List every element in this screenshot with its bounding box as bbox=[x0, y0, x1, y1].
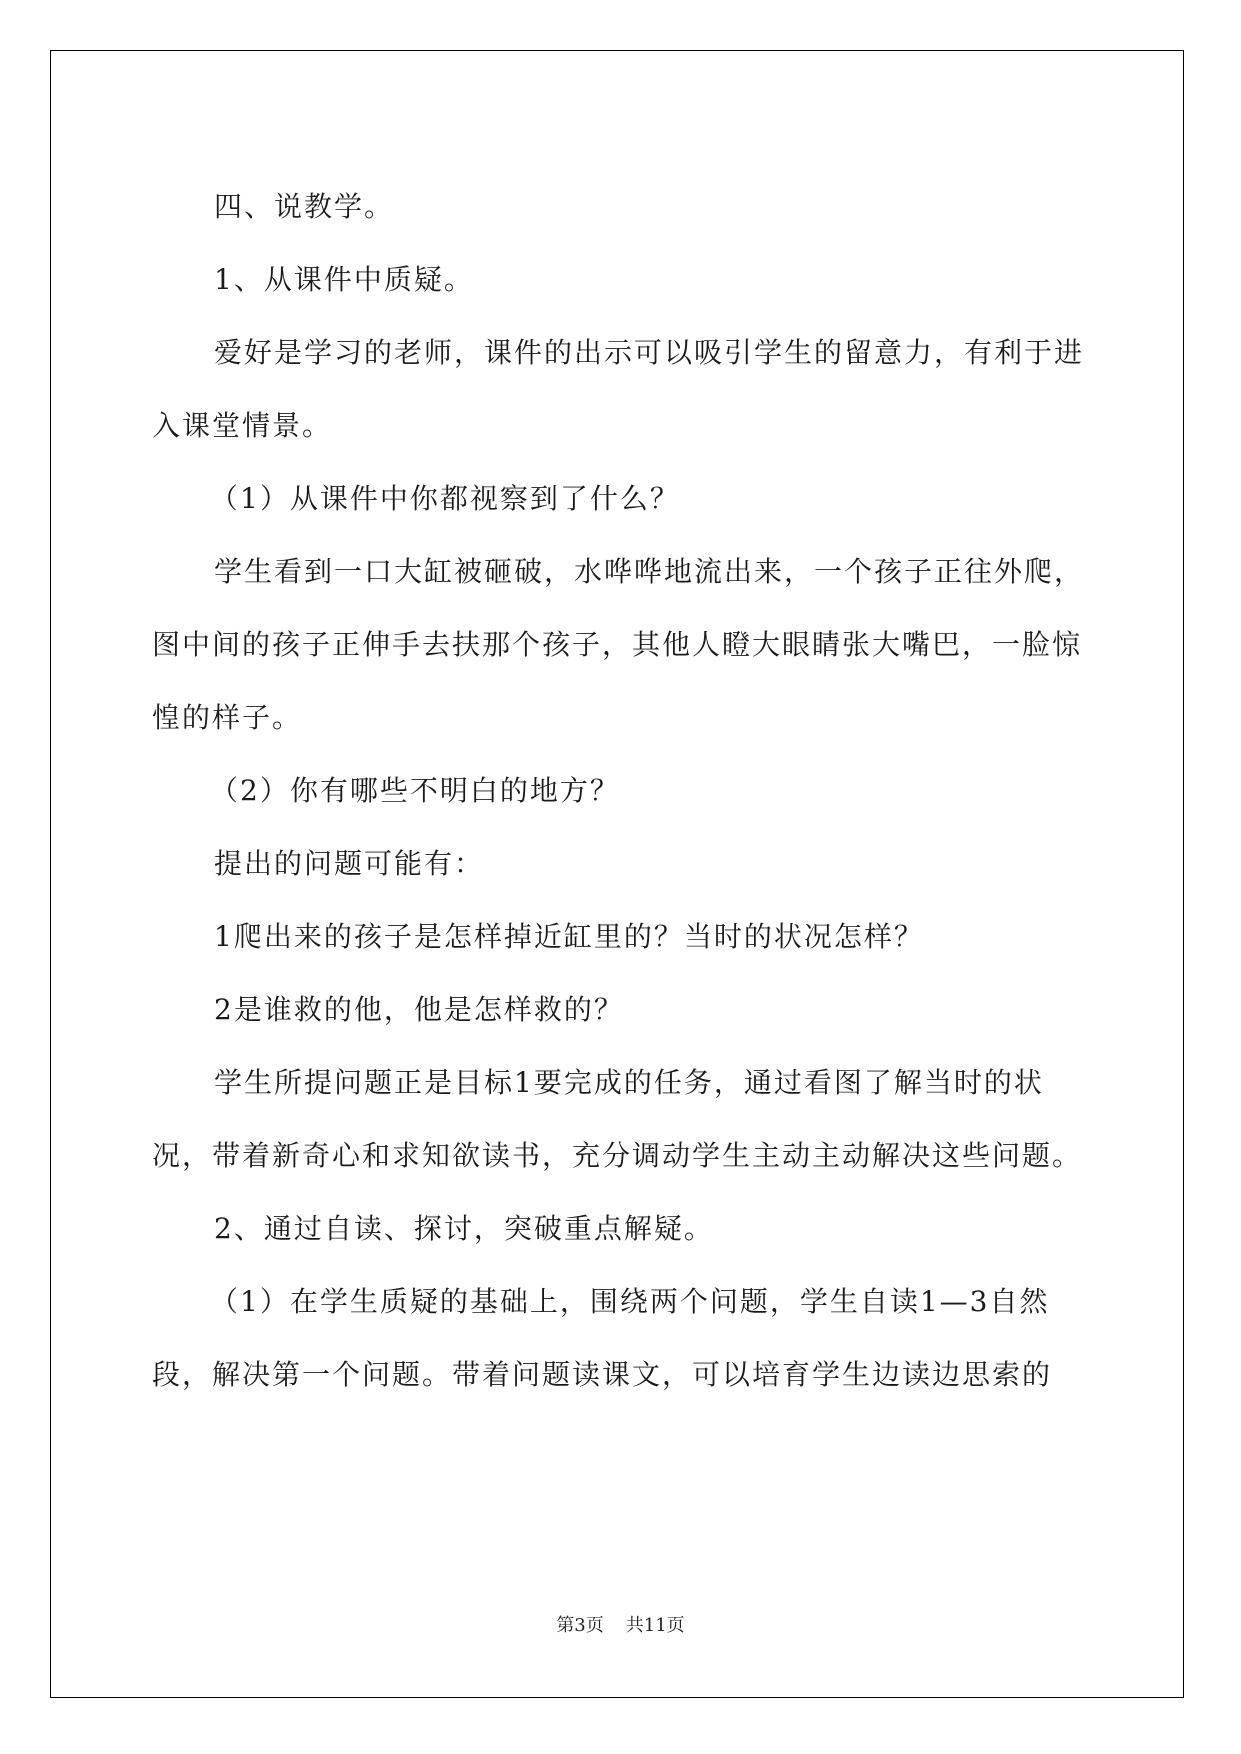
paragraph: 2、通过自读、探讨，突破重点解疑。 bbox=[214, 1212, 714, 1245]
paragraph: （2）你有哪些不明白的地方？ bbox=[210, 774, 620, 807]
page-footer bbox=[0, 1614, 1241, 1638]
document-body bbox=[152, 170, 1092, 1411]
paragraph: 1爬出来的孩子是怎样掉近缸里的？当时的状况怎样？ bbox=[214, 920, 924, 953]
paragraph: 四、说教学。 bbox=[214, 190, 395, 223]
paragraph: 2是谁救的他，他是怎样救的？ bbox=[214, 993, 624, 1026]
paragraph: 提出的问题可能有： bbox=[214, 847, 485, 880]
paragraph: 爱好是学习的老师，课件的出示可以吸引学生的留意力，有利于进入课堂情景。 bbox=[152, 336, 1085, 442]
paragraph: 1、从课件中质疑。 bbox=[214, 263, 474, 296]
paragraph: 学生看到一口大缸被砸破，水哗哗地流出来，一个孩子正往外爬，图中间的孩子正伸手去扶那个孩子，其他人瞪大眼睛张大嘴巴，一脸惊惶的样子。 bbox=[152, 555, 1085, 734]
page-number: 第3页 bbox=[556, 1615, 604, 1636]
page-total: 共11页 bbox=[625, 1615, 685, 1636]
paragraph: （1）在学生质疑的基础上，围绕两个问题，学生自读1—3自然段，解决第一个问题。带着问题读课文，可以培育学生边读边思索的 bbox=[152, 1285, 1053, 1391]
paragraph: 学生所提问题正是目标1要完成的任务，通过看图了解当时的状况，带着新奇心和求知欲读书，充分调动学生主动主动解决这些问题。 bbox=[152, 1066, 1083, 1172]
paragraph: （1）从课件中你都视察到了什么？ bbox=[210, 482, 680, 515]
